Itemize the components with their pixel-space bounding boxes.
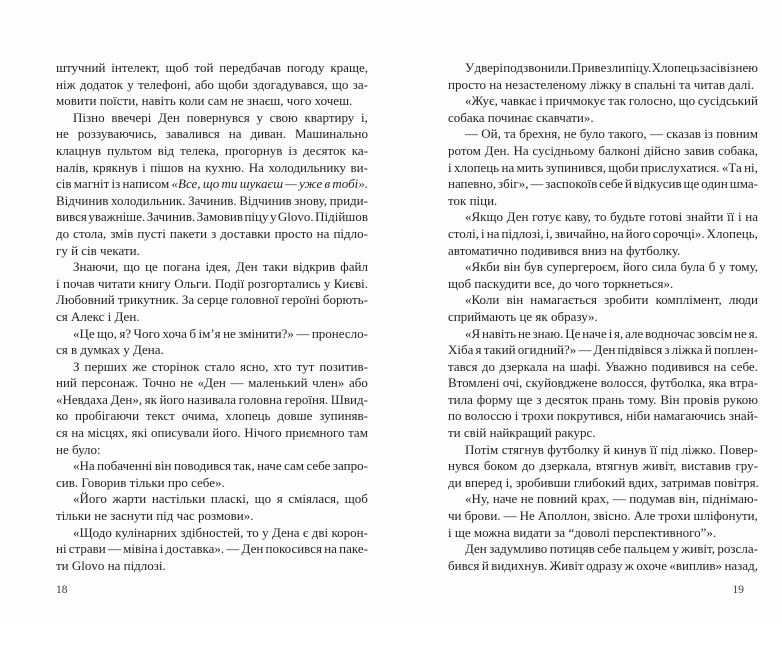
text-line: по волоссю і трохи покрутився, ніби намагаючись знай- [448, 408, 758, 424]
text-line: мовити поїсти, навіть коли сам не знаєш, чого хочеш. [56, 93, 353, 109]
text-line: чи брови. — Не Аполлон, звісно. Але трохи шліфонути, [448, 508, 758, 524]
text-block-right [448, 60, 758, 574]
page-left [56, 60, 368, 574]
text-line: «Коли він намагається зробити комплімент, люди [465, 292, 758, 308]
text-line: З перших же сторінок стало ясно, хто тут позитив- [73, 358, 368, 374]
text-line: «Його жарти настільки пласкі, що я сміялася, щоб [73, 491, 368, 507]
text-line: Знаючи, що це погана ідея, Ден таки відкрив файл [73, 259, 368, 275]
text-line: «Це що, я? Чого хоча б ім’я не змінити?» — пронесло- [73, 325, 368, 341]
page-number-right: 19 [732, 584, 744, 596]
text-line: «На побаченні він поводився так, наче сам себе запро- [73, 458, 368, 474]
text-line: і ще можна видати за “доволі перспективного”». [448, 524, 717, 540]
text-line: ся Алекс і Ден. [56, 308, 140, 324]
text-line: штучний інтелект, щоб той передбачав погоду краще, [56, 60, 368, 75]
text-line: — Ой, та брехня, не було такого, — сказав із повним [465, 126, 758, 142]
text-line: вився уважніше. Зачинив. Замовив піцу у Glovo. Підійшов [56, 209, 368, 225]
text-line: просто на незастеленому ліжку в спальні та читав далі. [448, 76, 755, 92]
text-line: собака починає скавчати». [448, 109, 594, 125]
text-line: Відчинив холодильник. Зачинив. Відчинив знову, приди- [56, 192, 368, 208]
text-line: ти свій найкращий ракурс. [448, 425, 596, 441]
text-line: ні страви — мівіна і доставка». — Ден покосився на паке- [56, 541, 368, 557]
text-line: не роззуваючись, завалився на диван. Машинально [56, 126, 368, 142]
text-line: сів магніт із написом «Все, що ти шукаєш — уже в тобі». [56, 176, 368, 192]
text-line: «Жує, чавкає і причмокує так голосно, що сусідський [465, 93, 758, 109]
text-line: тався до дзеркала на шафі. Уважно подивився на себе. [448, 358, 758, 374]
text-line: Пізно ввечері Ден повернувся у свою квартиру і, [73, 109, 368, 125]
text-line: «Якби він був супергероєм, його сила була б у тому, [465, 259, 758, 275]
text-line: налів, крякнув і пішов на кухню. На холодильнику ви- [56, 159, 368, 175]
text-block-left [56, 60, 368, 574]
text-line: напевно, збіг», — заспокоїв себе й відкусив ще один шма- [448, 176, 758, 192]
text-line: щоб паскудити все, до чого торкнеться». [448, 275, 674, 291]
text-line: тила форму ще з десяток прань тому. Він провів рукою [448, 391, 758, 407]
text-line: ніж додаток у телефоні, або щоби здогадувався, що за- [56, 76, 368, 92]
text-line: Любовний трикутник. За серце головної героїні борють- [56, 292, 368, 308]
text-line: «Щодо кулінарних здібностей, то у Дена є дві корон- [73, 524, 368, 540]
page-number-left: 18 [56, 584, 68, 596]
text-line: нувся боком до дзеркала, втягнув живіт, виставив гру- [448, 458, 758, 474]
text-line: У двері подзвонили. Привезли піцу. Хлопець засів із нею [465, 60, 758, 75]
text-line: до стола, змів пусті пакети з доставки просто на підло- [56, 225, 368, 241]
text-line: столі, і на підлозі, і, звичайно, на його сорочці». Хлопець, [448, 225, 758, 241]
text-line: ся на місцях, які описували його. Нічого приємного там [56, 425, 368, 441]
text-line: «Я навіть не знаю. Це наче і я, але водночас зовсім не я. [465, 325, 758, 341]
text-line: ротом Ден. На сусідньому балконі дійсно завив собака, [448, 142, 758, 158]
text-line: ся в думках у Дена. [56, 342, 164, 358]
text-line: «Якщо Ден готує каву, то будьте готові знайти її і на [465, 209, 758, 225]
text-line: клацнув пультом від телека, прогорнув із десяток ка- [56, 142, 368, 158]
text-line: і почав читати книгу Ольги. Події розгортались у Києві. [56, 275, 368, 291]
text-line: ний персонаж. Точно не «Ден — маленький член» або [56, 375, 368, 391]
text-line: бився й видихнув. Живіт одразу ж охоче «виплив» назад, [448, 557, 758, 573]
text-line: «Невдаха Ден», як його називала головна героїня. Швид- [56, 391, 368, 407]
text-line: «Ну, наче не повний крах, — подумав він, піднімаю- [465, 491, 758, 507]
text-line: Потім стягнув футболку й кинув її під ліжко. Повер- [465, 441, 758, 457]
text-line: автоматично подивився вниз на футболку. [448, 242, 681, 258]
text-line: сив. Говорив тільки про себе». [56, 474, 225, 490]
text-line: Втомлені очі, скуйовджене волосся, футболка, яка втра- [448, 375, 758, 391]
text-line: тільки не заснути під час розмови». [56, 508, 254, 524]
text-line: Ден задумливо потицяв себе пальцем у живіт, розсла- [465, 541, 758, 557]
text-line: ти Glovo на підлозі. [56, 557, 166, 573]
text-line: не було: [56, 441, 101, 457]
text-line: ко пробігаючи текст очима, хлопець довше зупиняв- [56, 408, 368, 424]
text-line: ток піци. [448, 192, 498, 208]
text-line: ди вперед і, зробивши глибокий вдих, затримав повітря. [448, 474, 759, 490]
text-line: гу й сів чекати. [56, 242, 140, 258]
text-line: Хіба я такий огидний?» — Ден підвівся з ліжка й поплен- [448, 342, 758, 358]
text-line: сприймають це як образу». [448, 308, 598, 324]
page-right [448, 60, 758, 574]
text-line: і хлопець на мить зупинився, щоби прислухатися. «Та ні, [448, 159, 758, 175]
